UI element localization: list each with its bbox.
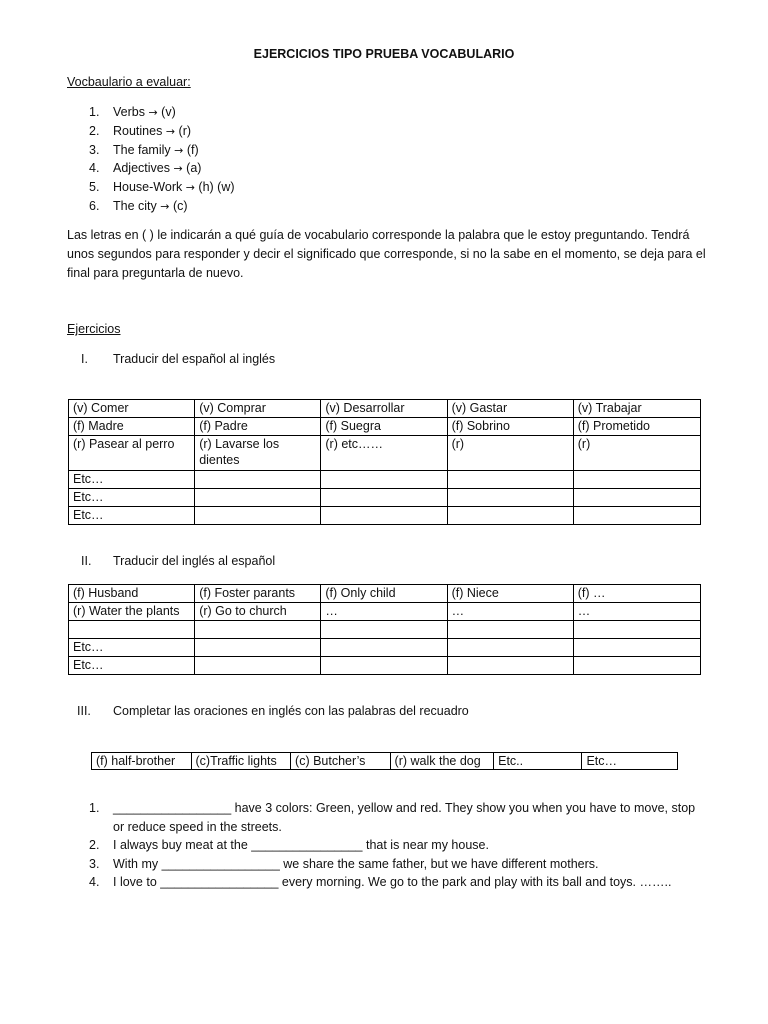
table-cell: (r) Water the plants xyxy=(69,603,195,621)
table-cell: … xyxy=(447,603,573,621)
table-cell: (r) Go to church xyxy=(195,603,321,621)
table-cell: (r) etc…… xyxy=(321,436,447,471)
word-box-item: (f) half-brother xyxy=(92,753,192,770)
list-item: 4. I love to _________________ every morning. We go to the park and play with its ball and toys. …….. xyxy=(89,875,672,890)
table-cell xyxy=(447,507,573,525)
table-cell: … xyxy=(321,603,447,621)
list-item: 5. House-Work → (h) (w) xyxy=(89,180,235,195)
table-cell xyxy=(69,621,195,639)
table-cell xyxy=(195,639,321,657)
table-row xyxy=(69,489,701,507)
instructions-paragraph: Las letras en ( ) le indicarán a qué guía de vocabulario corresponde la palabra que le estoy preguntando. Tendrá unos segundos para responder y decir el significado que corresponde, si no la sabe en el momento, se deja para el final para preguntarla de nuevo. xyxy=(67,228,706,281)
table-cell: Etc… xyxy=(69,489,195,507)
arrow-icon: → xyxy=(160,199,170,213)
table-cell xyxy=(447,489,573,507)
table-row xyxy=(69,585,701,603)
arrow-icon: → xyxy=(185,181,195,195)
table-cell: (r) xyxy=(573,436,700,471)
page-title: EJERCICIOS TIPO PRUEBA VOCABULARIO xyxy=(253,47,515,61)
table-cell xyxy=(447,621,573,639)
table-row xyxy=(69,603,701,621)
list-item: 1. Verbs → (v) xyxy=(89,105,176,119)
table-cell: (f) Suegra xyxy=(321,418,447,436)
table-row xyxy=(69,418,701,436)
table-cell xyxy=(321,489,447,507)
table-cell xyxy=(195,507,321,525)
table-cell xyxy=(573,639,700,657)
table-cell xyxy=(573,657,700,675)
table-cell: (f) Madre xyxy=(69,418,195,436)
table-cell xyxy=(321,471,447,489)
table-cell: (f) Prometido xyxy=(573,418,700,436)
table-cell xyxy=(321,621,447,639)
list-item: 1. _________________ have 3 colors: Green, yellow and red. They show you when you have to move, stop or reduce speed in the streets. xyxy=(89,801,696,834)
table-cell xyxy=(573,621,700,639)
table-cell xyxy=(321,639,447,657)
arrow-icon: → xyxy=(148,106,158,119)
table-cell xyxy=(195,621,321,639)
table-cell: (r) Lavarse los dientes xyxy=(195,436,321,471)
sentence-list xyxy=(89,799,709,892)
table-row xyxy=(69,400,701,418)
list-item: 2. I always buy meat at the ________________ that is near my house. xyxy=(89,838,489,853)
arrow-icon: → xyxy=(165,124,176,138)
table-row xyxy=(69,436,701,471)
vocab-heading: Vocbaulario a evaluar: xyxy=(67,75,191,89)
table-row xyxy=(69,507,701,525)
section-3-heading: III. Completar las oraciones en inglés con las palabras del recuadro xyxy=(77,704,469,718)
arrow-icon: → xyxy=(174,143,184,157)
table-cell: (v) Comprar xyxy=(195,400,321,418)
table-cell: … xyxy=(573,603,700,621)
table-cell: (v) Comer xyxy=(69,400,195,418)
list-item: 4. Adjectives → (a) xyxy=(89,161,202,176)
word-box-item: Etc… xyxy=(582,753,678,770)
list-item: 6. The city → (c) xyxy=(89,198,188,213)
table-cell: (f) … xyxy=(573,585,700,603)
table-cell: (f) Husband xyxy=(69,585,195,603)
table-cell xyxy=(447,471,573,489)
word-box-item: (c)Traffic lights xyxy=(191,753,291,770)
word-box-item: (r) walk the dog xyxy=(390,753,494,770)
list-item: 3. The family → (f) xyxy=(89,142,199,157)
table-cell: (f) Only child xyxy=(321,585,447,603)
table-cell xyxy=(321,507,447,525)
translation-table-1 xyxy=(68,399,701,525)
table-row xyxy=(69,657,701,675)
section-2-heading: II. Traducir del inglés al español xyxy=(81,554,276,568)
translation-table-2 xyxy=(68,584,701,675)
table-cell: (f) Foster parants xyxy=(195,585,321,603)
table-row xyxy=(69,621,701,639)
vocab-list xyxy=(89,103,235,216)
table-cell: (v) Trabajar xyxy=(573,400,700,418)
table-cell xyxy=(195,471,321,489)
table-cell xyxy=(573,507,700,525)
section-1-heading: I. Traducir del español al inglés xyxy=(81,352,276,366)
table-cell xyxy=(195,657,321,675)
table-cell: Etc… xyxy=(69,507,195,525)
table-row xyxy=(69,471,701,489)
table-cell xyxy=(447,639,573,657)
table-cell xyxy=(321,657,447,675)
table-cell: Etc… xyxy=(69,639,195,657)
list-item: 2. Routines → (r) xyxy=(89,123,192,138)
table-row xyxy=(92,753,678,770)
table-cell: (r) Pasear al perro xyxy=(69,436,195,471)
table-cell xyxy=(195,489,321,507)
table-cell: (v) Gastar xyxy=(447,400,573,418)
exercises-heading: Ejercicios xyxy=(67,322,121,336)
table-cell: Etc… xyxy=(69,657,195,675)
table-cell xyxy=(447,657,573,675)
list-item: 3. With my _________________ we share the same father, but we have different mothers. xyxy=(89,856,599,871)
table-cell: (f) Niece xyxy=(447,585,573,603)
table-row xyxy=(69,639,701,657)
word-box-item: (c) Butcher’s xyxy=(291,753,391,770)
table-cell: Etc… xyxy=(69,471,195,489)
word-box-item: Etc.. xyxy=(494,753,582,770)
table-cell xyxy=(573,489,700,507)
table-cell: (v) Desarrollar xyxy=(321,400,447,418)
table-cell: (f) Padre xyxy=(195,418,321,436)
arrow-icon: → xyxy=(173,162,183,176)
word-box xyxy=(91,752,678,770)
table-cell xyxy=(573,471,700,489)
table-cell: (f) Sobrino xyxy=(447,418,573,436)
table-cell: (r) xyxy=(447,436,573,471)
